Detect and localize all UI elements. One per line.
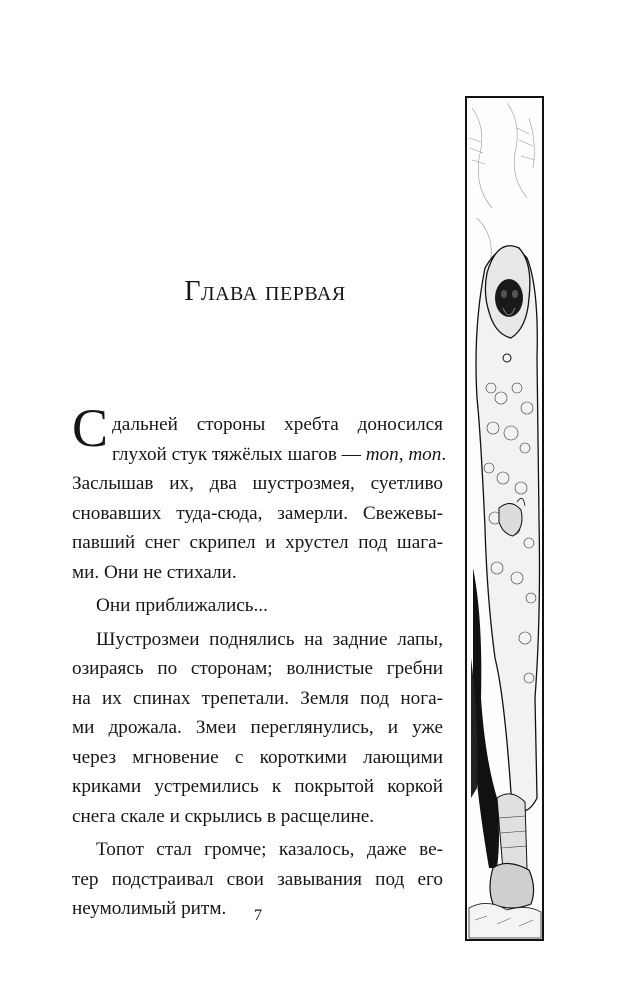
text-line-14: снега скале и скрылись в расщелине. <box>72 805 375 827</box>
drop-cap: С <box>72 398 109 458</box>
text-line-12: через мгновение с короткими лающими <box>72 746 443 768</box>
text-line-7: Они приближались... <box>96 595 268 616</box>
paragraph-3 <box>72 625 443 832</box>
text-line-3: Заслышав их, два шустрозмея, суетливо <box>72 473 443 494</box>
paragraph-1 <box>72 398 447 587</box>
text-line-2-italic: топ, топ <box>365 443 442 465</box>
text-line-16: тер подстраивал свои завывания под его <box>72 868 443 890</box>
text-line-6: ми. Они не стихали. <box>72 561 237 583</box>
page-number: 7 <box>254 907 262 924</box>
text-line-4: сновавших туда-сюда, замерли. Свежевы- <box>72 502 443 524</box>
text-line-10: на их спинах трепетали. Земля под нога- <box>72 687 443 709</box>
text-line-5: павший снег скрипел и хрустел под шага- <box>72 532 443 553</box>
text-line-1: дальней стороны хребта доносился <box>112 414 443 435</box>
text-line-2-start: глухой стук тяжёлых шагов — <box>112 443 366 465</box>
text-line-2 <box>72 440 447 470</box>
text-line-17: неумолимый ритм. <box>72 898 227 919</box>
text-line-8: Шустрозмеи поднялись на задние лапы, <box>96 628 443 650</box>
text-line-9: озираясь по сторонам; волнистые гребни <box>72 658 443 679</box>
text-line-15: Топот стал громче; казалось, даже ве- <box>96 839 443 860</box>
illustration-drawing <box>467 98 542 939</box>
paragraph-2 <box>72 591 443 621</box>
chapter-title: Глава первая <box>184 276 346 307</box>
hooded-figure-illustration <box>465 96 544 941</box>
text-line-11: ми дрожала. Змеи переглянулись, и уже <box>72 717 443 738</box>
text-line-13: криками устремились к покрытой коркой <box>72 776 443 797</box>
text-line-2-end: . <box>441 443 447 465</box>
chapter-text <box>72 398 447 924</box>
